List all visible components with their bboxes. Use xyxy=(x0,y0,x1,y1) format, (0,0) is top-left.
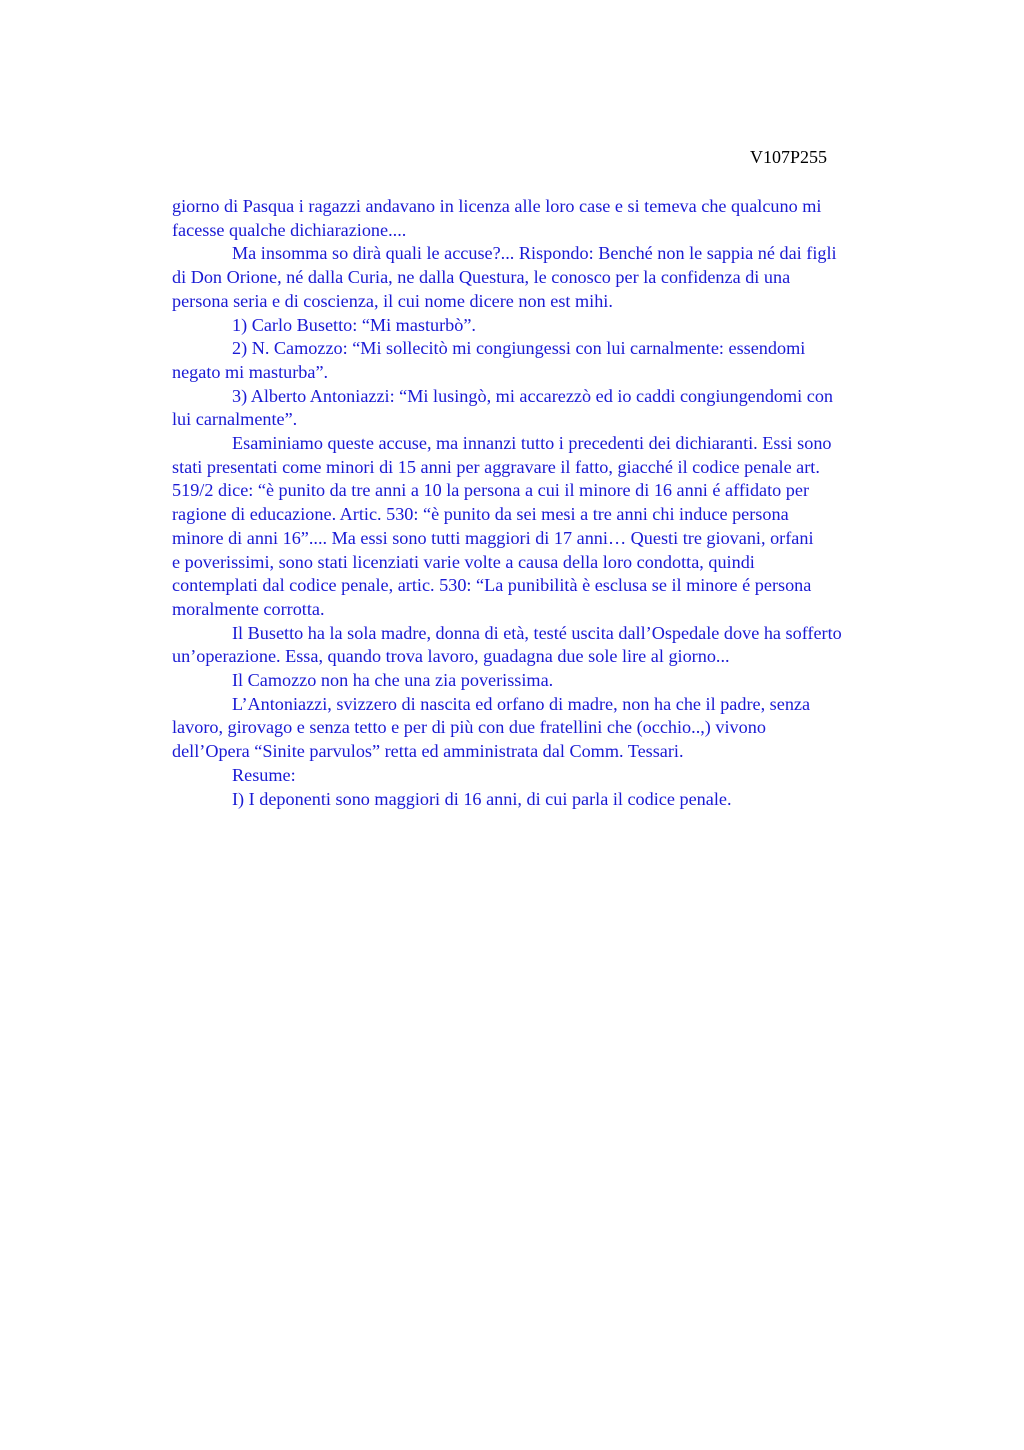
text-line: Il Busetto ha la sola madre, donna di età, testé uscita dall’Ospedale dove ha sofferto xyxy=(232,622,842,643)
text-line: dell’Opera “Sinite parvulos” retta ed amministrata dal Comm. Tessari. xyxy=(172,741,684,762)
text-line: negato mi masturba”. xyxy=(172,361,329,382)
text-line: lavoro, girovago e senza tetto e per di più con due fratellini che (occhio..,) vivono xyxy=(172,717,766,738)
text-line: 1) Carlo Busetto: “Mi masturbò”. xyxy=(232,314,476,335)
text-line: giorno di Pasqua i ragazzi andavano in licenza alle loro case e si temeva che qualcuno mi xyxy=(172,196,822,216)
text-line: contemplati dal codice penale, artic. 530: “La punibilità è esclusa se il minore é persona xyxy=(172,575,812,596)
text-line: lui carnalmente”. xyxy=(172,409,298,430)
text-line: stati presentati come minori di 15 anni per aggravare il fatto, giacché il codice penale art. xyxy=(172,456,820,477)
text-line: facesse qualche dichiarazione.... xyxy=(172,219,407,240)
text-line: persona seria e di coscienza, il cui nome dicere non est mihi. xyxy=(172,290,613,311)
text-line: 3) Alberto Antoniazzi: “Mi lusingò, mi accarezzò ed io caddi congiungendomi con xyxy=(232,385,834,406)
document-body xyxy=(172,195,932,811)
page-identifier: V107P255 xyxy=(750,147,828,167)
text-line: 2) N. Camozzo: “Mi sollecitò mi congiungessi con lui carnalmente: essendomi xyxy=(232,338,806,359)
text-line: Ma insomma so dirà quali le accuse?... Rispondo: Benché non le sappia né dai figli xyxy=(232,243,837,264)
text-line: un’operazione. Essa, quando trova lavoro, guadagna due sole lire al giorno... xyxy=(172,646,730,667)
text-line: Esaminiamo queste accuse, ma innanzi tutto i precedenti dei dichiaranti. Essi sono xyxy=(232,433,832,454)
text-line: minore di anni 16”.... Ma essi sono tutti maggiori di 17 anni… Questi tre giovani, orfani xyxy=(172,527,814,548)
text-line: ragione di educazione. Artic. 530: “è punito da sei mesi a tre anni chi induce persona xyxy=(172,504,789,525)
text-line: e poverissimi, sono stati licenziati varie volte a causa della loro condotta, quindi xyxy=(172,551,755,572)
text-line: moralmente corrotta. xyxy=(172,598,325,619)
text-line: I) I deponenti sono maggiori di 16 anni, di cui parla il codice penale. xyxy=(232,788,732,809)
text-line: Resume: xyxy=(232,764,296,785)
text-line: Il Camozzo non ha che una zia poverissima. xyxy=(232,670,554,691)
text-line: 519/2 dice: “è punito da tre anni a 10 la persona a cui il minore di 16 anni é affidato per xyxy=(172,480,810,501)
text-line: L’Antoniazzi, svizzero di nascita ed orfano di madre, non ha che il padre, senza xyxy=(232,693,811,714)
text-line: di Don Orione, né dalla Curia, ne dalla Questura, le conosco per la confidenza di una xyxy=(172,267,791,288)
